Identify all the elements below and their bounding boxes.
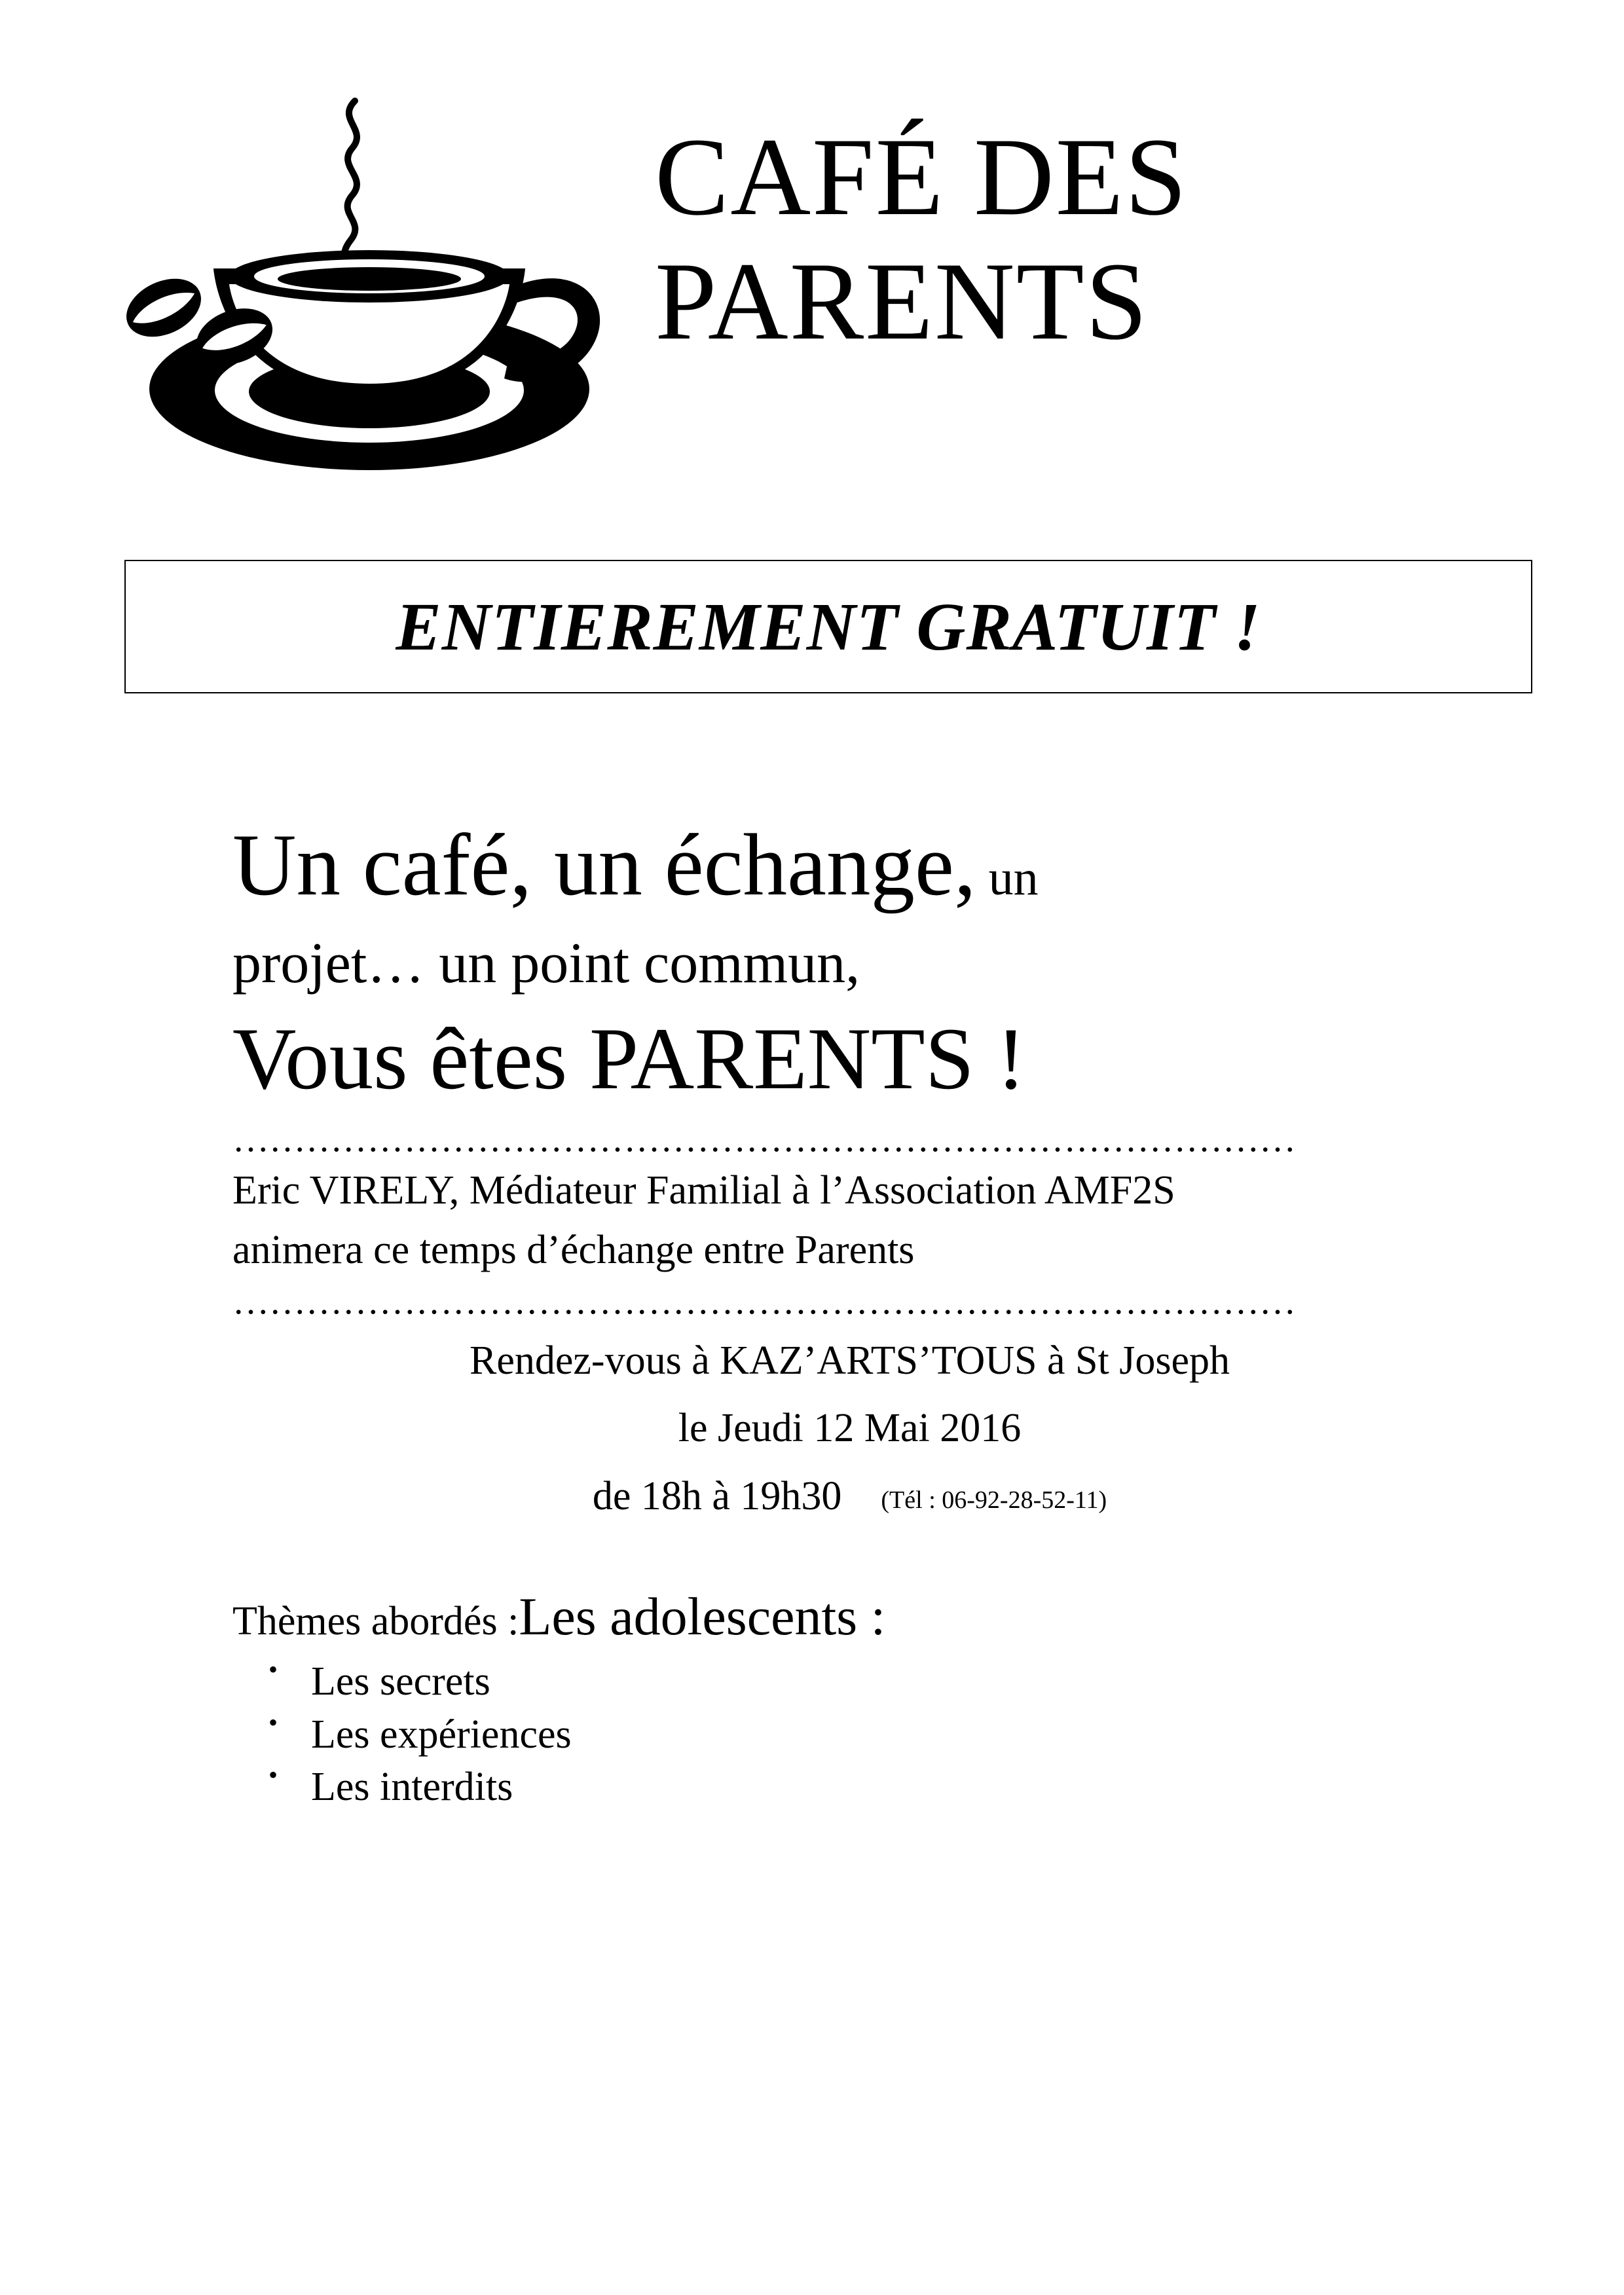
animator-line-2: animera ce temps d’échange entre Parents xyxy=(232,1228,915,1272)
themes-label: Thèmes abordés : xyxy=(232,1599,519,1644)
title-line-1: CAFÉ DES xyxy=(655,115,1189,238)
coffee-cup-icon xyxy=(98,85,642,530)
themes-value: Les adolescents : xyxy=(519,1587,886,1647)
phone-number: (Tél : 06-92-28-52-11) xyxy=(881,1486,1107,1515)
lead-big-1: Un café, un échange, xyxy=(232,817,976,914)
dotted-separator-top: …………………………………………………………………………… xyxy=(232,1121,1296,1158)
list-item: • Les interdits xyxy=(268,1761,1506,1814)
list-item: • Les expériences xyxy=(268,1708,1506,1761)
animator-line-1: Eric VIRELY, Médiateur Familial à l’Association AMF2S xyxy=(232,1168,1175,1213)
themes-heading xyxy=(232,1586,1506,1647)
page-title xyxy=(642,85,1624,364)
free-banner xyxy=(124,560,1532,693)
poster-header xyxy=(0,0,1624,530)
rendezvous-line-2: le Jeudi 12 Mai 2016 xyxy=(678,1406,1022,1451)
list-item: • Les secrets xyxy=(268,1655,1506,1708)
lead-line-3: Vous êtes PARENTS ! xyxy=(232,1010,1026,1108)
title-line-2: PARENTS xyxy=(655,240,1149,363)
lead-line-1 xyxy=(232,808,1506,923)
lead-small-1: un xyxy=(976,851,1039,906)
rendezvous-time: de 18h à 19h30 xyxy=(592,1474,842,1519)
lead-line-2: projet… un point commun, xyxy=(232,931,860,995)
rendezvous-line-1: Rendez-vous à KAZ’ARTS’TOUS à St Joseph xyxy=(470,1338,1230,1383)
rendezvous-line-3 xyxy=(232,1470,1506,1524)
poster-body xyxy=(0,808,1624,1814)
dotted-separator-bottom: …………………………………………………………………………… xyxy=(232,1283,1296,1320)
free-banner-text: ENTIEREMENT GRATUIT ! xyxy=(396,589,1261,665)
themes-list xyxy=(232,1655,1506,1814)
